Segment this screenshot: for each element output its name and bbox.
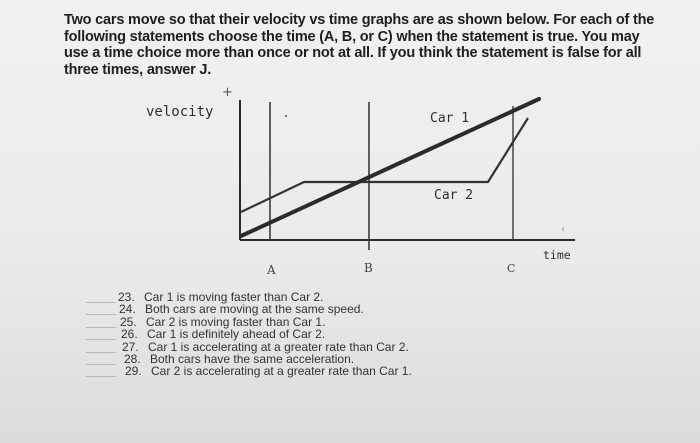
axis-arrow-mark: ‹ <box>561 224 565 235</box>
answer-blank[interactable] <box>86 352 116 353</box>
question-item <box>118 303 412 315</box>
question-text: Car 1 is accelerating at a greater rate than Car 2. <box>148 339 409 354</box>
question-number: 26. <box>121 327 138 342</box>
question-number: 23. <box>118 290 135 304</box>
answer-blank[interactable] <box>86 376 116 377</box>
plus-mark: + <box>222 85 233 100</box>
answer-blank[interactable] <box>86 314 116 315</box>
question-number: 25. <box>120 314 137 329</box>
time-label-c: C <box>507 262 516 275</box>
car-1-line <box>241 99 539 236</box>
car-2-label: Car 2 <box>434 188 474 203</box>
car-2-line <box>241 118 528 212</box>
answer-blank[interactable] <box>86 327 116 328</box>
question-number: 28. <box>124 352 141 367</box>
question-text: Car 1 is definitely ahead of Car 2. <box>147 327 326 342</box>
question-number: 29. <box>125 364 142 379</box>
time-axis-label: time <box>543 248 571 262</box>
instructions-line-3: use a time choice more than once or not at all. If you think the statement is false for all <box>64 45 642 61</box>
car-1-label: Car 1 <box>430 111 470 126</box>
question-text: Car 1 is moving faster than Car 2. <box>144 290 324 304</box>
question-list <box>118 291 412 378</box>
instructions-line-4: three times, answer J. <box>64 61 212 78</box>
instructions-line-1: Two cars move so that their velocity vs time graphs are as shown below. For each of the <box>64 12 655 28</box>
question-text: Car 2 is accelerating at a greater rate than Car 1. <box>151 364 412 379</box>
answer-blank[interactable] <box>86 302 116 303</box>
question-number: 24. <box>119 302 136 317</box>
stray-dot <box>285 115 287 117</box>
question-text: Both cars have the same acceleration. <box>150 352 355 367</box>
time-label-a: A <box>267 263 276 277</box>
instructions-line-2: following statements choose the time (A, B, or C) when the statement is true. You may <box>64 28 640 45</box>
question-item <box>118 365 412 377</box>
velocity-axis-label: velocity <box>146 104 214 120</box>
time-label-b: B <box>364 261 373 275</box>
question-text: Both cars are moving at the same speed. <box>145 302 364 317</box>
answer-blank[interactable] <box>86 339 116 340</box>
question-item <box>118 328 412 340</box>
question-number: 27. <box>122 339 139 354</box>
question-text: Car 2 is moving faster than Car 1. <box>146 314 326 329</box>
answer-blank[interactable] <box>86 364 116 365</box>
